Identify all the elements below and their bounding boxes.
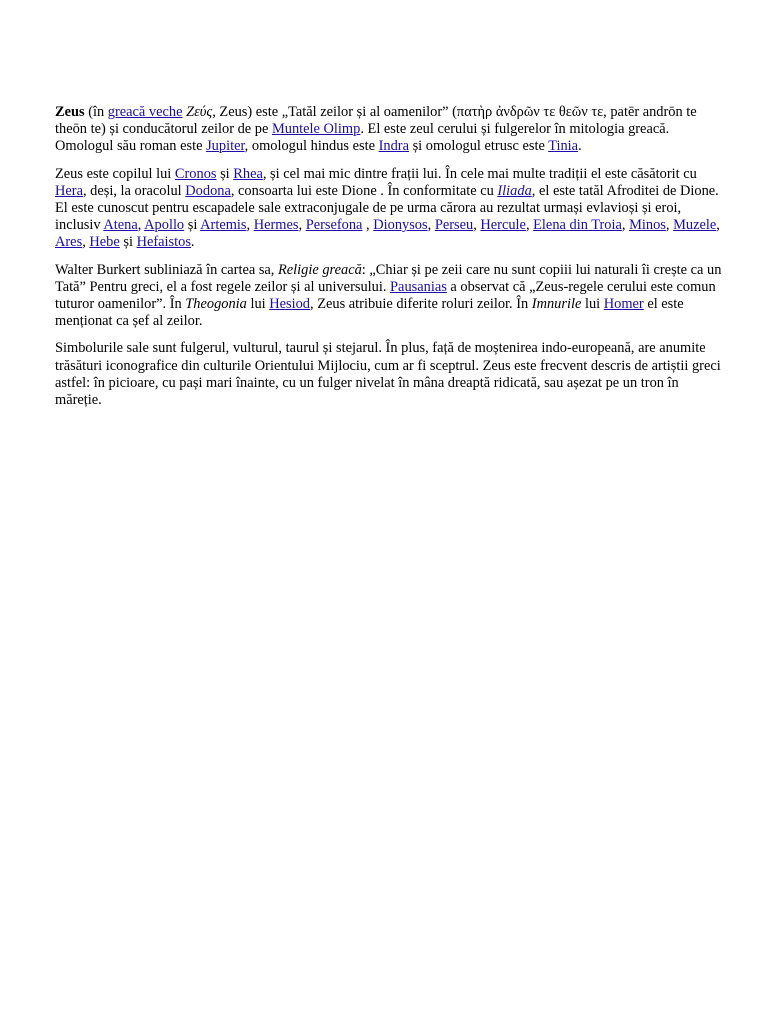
text-run: Zeus este copilul lui — [55, 165, 175, 182]
article-title-bold: Zeus — [55, 104, 85, 120]
text-run: , — [362, 217, 374, 234]
link-hefaistos[interactable]: Hefaistos — [136, 234, 191, 251]
text-run: și — [119, 234, 137, 251]
paragraph-family — [55, 166, 723, 252]
link-artemis[interactable]: Artemis — [200, 217, 247, 234]
text-run: . — [578, 138, 582, 155]
paragraph-symbols — [55, 340, 723, 409]
text-run: lui — [581, 296, 604, 313]
greek-name-italic: Ζεύς — [186, 104, 213, 120]
text-run: , Zeus) este „Tatăl zeilor și al oamenilor” (πατὴρ ἀνδρῶν τε θεῶν τε, patēr andrōn te theōn te) și conducătorul zeilor de pe — [55, 104, 697, 138]
text-run: , deși, la oracolul — [82, 182, 186, 199]
link-muntele-olimp[interactable]: Muntele Olimp — [271, 121, 361, 138]
document-body — [55, 104, 723, 419]
link-hercule[interactable]: Hercule — [480, 217, 526, 234]
link-elena-din-troia[interactable]: Elena din Troia — [533, 217, 622, 234]
link-pausanias[interactable]: Pausanias — [390, 278, 447, 295]
text-run: a observat că „Zeus-regele cerului este comun tuturor oamenilor”. În — [55, 278, 716, 313]
text-run: , Zeus atribuie diferite roluri zeilor. În — [310, 296, 532, 313]
link-iliada[interactable] — [497, 183, 531, 199]
text-run: , omologul hindus este — [244, 138, 379, 155]
text-run: , — [716, 217, 720, 234]
link-jupiter[interactable]: Jupiter — [206, 138, 245, 155]
text-run: , — [525, 217, 534, 234]
link-homer[interactable]: Homer — [603, 296, 644, 313]
text-run: : „Chiar și pe zeii care nu sunt copiii lui naturali îi crește ca un Tată” Pentru greci, el a fost regele zeilor și al universului. — [55, 261, 722, 295]
theogonia-italic: Theogonia — [185, 296, 247, 313]
text-run: (în — [84, 104, 108, 120]
text-run: , — [473, 217, 481, 234]
link-tinia[interactable]: Tinia — [548, 138, 579, 155]
link-hera[interactable]: Hera — [55, 182, 83, 199]
link-cronos[interactable]: Cronos — [174, 165, 217, 182]
book-title-italic: Religie greacă — [278, 261, 362, 278]
text-run: Simbolurile sale sunt fulgerul, vulturul, taurul și stejarul. În plus, față de moștenirea indo-europeană, are anumite trăsături iconografice din culturile Orientului Mijlociu, cum ar fi sceptrul. Zeus este frecvent descris de artiștii greci astfel: în picioare, cu pași mari înainte, cu un fulger nivelat în mâna dreaptă ridicată, sau așezat pe un tron în măreție. — [55, 340, 721, 409]
link-persefona[interactable]: Persefona — [305, 217, 363, 234]
link-indra[interactable]: Indra — [378, 138, 409, 155]
text-run: și — [216, 165, 234, 182]
text-run: . El este zeul cerului și fulgerelor în mitologia greacă. Omologul său roman este — [55, 121, 670, 155]
text-run: și omologul etrusc este — [408, 138, 549, 155]
link-iliada-italic: Iliada — [497, 182, 532, 199]
text-run: el este menționat ca șef al zeilor. — [55, 296, 684, 330]
text-run: , — [621, 217, 630, 234]
text-run: lui — [246, 296, 270, 313]
text-run: , — [82, 234, 90, 251]
link-greaca-veche[interactable]: greacă veche — [107, 104, 183, 120]
link-dionysos[interactable]: Dionysos — [373, 217, 428, 234]
text-run: . — [190, 234, 195, 251]
text-run: , el este tatăl Afroditei de Dione. El este cunoscut pentru escapadele sale extraconjugale de pe urma cărora au rezultat urmași evlavioși și eroi, inclusiv — [55, 182, 719, 234]
link-ares[interactable]: Ares — [55, 234, 83, 251]
link-hesiod[interactable]: Hesiod — [269, 296, 311, 313]
link-perseu[interactable]: Perseu — [434, 217, 474, 234]
link-apollo[interactable]: Apollo — [144, 217, 185, 234]
link-hebe[interactable]: Hebe — [89, 234, 120, 251]
paragraph-intro — [55, 104, 723, 156]
text-run: și — [184, 217, 201, 234]
link-atena[interactable]: Atena — [103, 217, 138, 234]
link-hermes[interactable]: Hermes — [253, 217, 299, 234]
text-run: , consoarta lui este Dione . În conformitate cu — [230, 182, 498, 199]
link-muzele[interactable]: Muzele — [673, 217, 717, 234]
text-run: , — [137, 217, 145, 234]
link-dodona[interactable]: Dodona — [185, 182, 231, 199]
imnurile-italic: Imnurile — [531, 296, 582, 313]
text-run: , — [665, 217, 674, 234]
paragraph-burkert — [55, 262, 723, 331]
text-run: , și cel mai mic dintre frații lui. În cele mai multe tradiții el este căsătorit cu — [262, 165, 697, 182]
text-run: Walter Burkert subliniază în cartea sa, — [55, 261, 278, 278]
text-run: , — [298, 217, 306, 234]
text-run: , — [427, 217, 435, 234]
link-rhea[interactable]: Rhea — [233, 165, 263, 182]
text-run: , — [246, 217, 254, 234]
link-minos[interactable]: Minos — [629, 217, 666, 234]
